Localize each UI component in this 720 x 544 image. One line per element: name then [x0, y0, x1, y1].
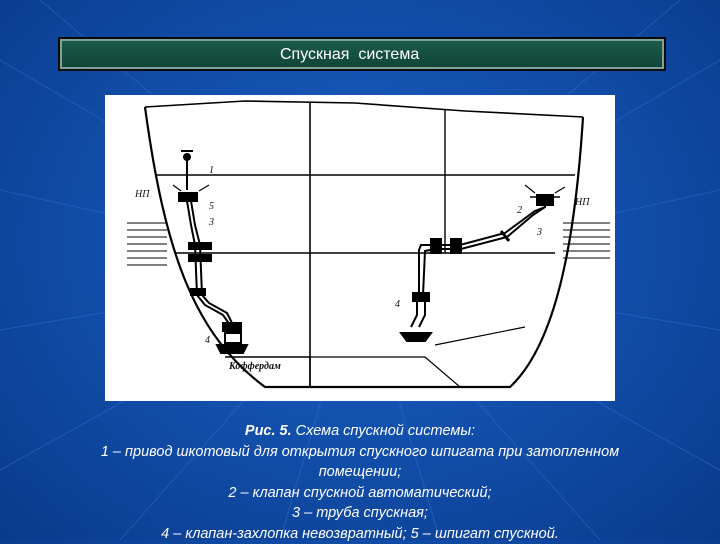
label-4-left: 4 [205, 335, 210, 346]
drainage-system-figure [105, 95, 615, 401]
arrows [173, 185, 565, 193]
caption-heading [0, 421, 720, 442]
caption-fig-title: Схема спускной системы: [292, 423, 475, 439]
caption-item-1-line-2: помещении; [0, 462, 720, 483]
title-bar [58, 37, 666, 71]
caption-fig-number: Рис. 5. [245, 423, 292, 439]
label-5: 5 [209, 201, 214, 212]
slide-title: Спускная система [280, 46, 419, 64]
caption-item-2: 2 – клапан спускной автоматический; [0, 483, 720, 504]
deck-line [145, 101, 583, 117]
caption-item-1-line-1: 1 – привод шкотовый для открытия спускного шпигата при затопленном [0, 442, 720, 463]
label-4-right: 4 [395, 299, 400, 310]
label-1: 1 [209, 165, 214, 176]
label-cofferdam: Коффердам [228, 361, 281, 372]
label-3-left: 3 [208, 217, 214, 228]
label-np-left: НП [134, 189, 150, 200]
label-3-right: 3 [536, 227, 542, 238]
caption-item-3: 3 – труба спускная; [0, 503, 720, 524]
label-np-right: НП [574, 197, 590, 208]
figure-caption [0, 421, 720, 544]
caption-item-4-5: 4 – клапан-захлопка невозвратный; 5 – шпигат спускной. [0, 524, 720, 544]
right-drain-system [401, 195, 560, 341]
label-2: 2 [517, 205, 522, 216]
left-drain-system [179, 151, 247, 353]
ship-hull-diagram [105, 95, 615, 401]
